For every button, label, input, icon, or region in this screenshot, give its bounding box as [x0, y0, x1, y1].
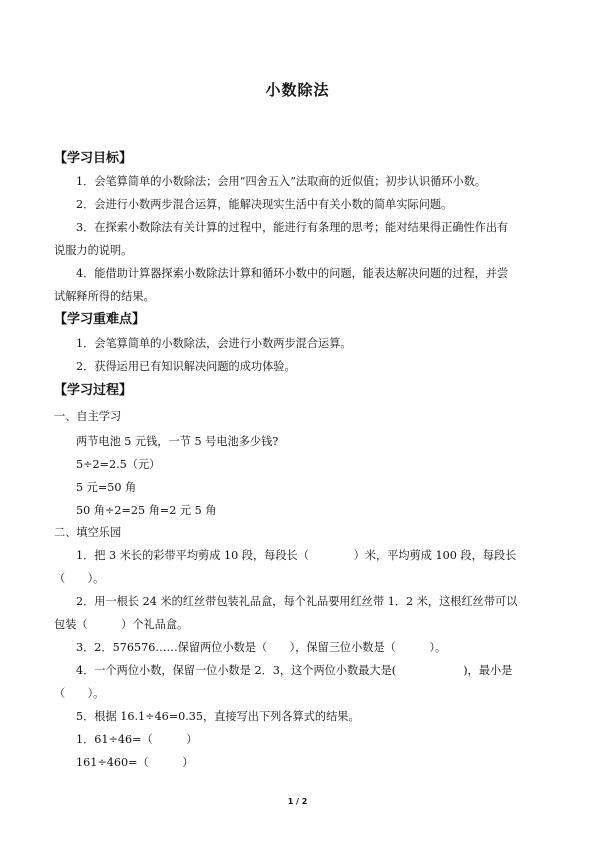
goal-item-3-cont: 说服力的说明。: [54, 244, 133, 257]
keypoint-item-1: 1．会笔算简单的小数除法，会进行小数两步混合运算。: [76, 337, 352, 350]
fill-blank-heading: 二、填空乐园: [54, 526, 122, 539]
self-study-line-2: 5÷2=2.5（元）: [76, 458, 161, 471]
goals-heading: 【学习目标】: [54, 151, 133, 166]
goal-item-4-cont: 试解释所得的结果。: [54, 290, 155, 303]
goal-item-1: 1．会笔算简单的小数除法；会用“四舍五入”法取商的近似值；初步认识循环小数。: [76, 175, 487, 188]
keypoints-heading: 【学习重难点】: [54, 312, 146, 327]
page-number: 1 / 2: [287, 797, 308, 806]
question-5-sub-1: 1．61÷46=（ ）: [76, 733, 198, 746]
self-study-line-1: 两节电池 5 元钱，一节 5 号电池多少钱?: [76, 435, 279, 448]
self-study-heading: 一、自主学习: [54, 410, 122, 423]
question-1-cont: （ ）。: [54, 572, 105, 585]
question-1: 1．把 3 米长的彩带平均剪成 10 段，每段长（ ）米，平均剪成 100 段，每段长: [76, 549, 517, 562]
question-3: 3．2．576576……保留两位小数是（ ），保留三位小数是（ ）。: [76, 641, 447, 654]
question-4: 4．一个两位小数，保留一位小数是 2．3，这个两位小数最大是( )，最小是: [76, 664, 513, 677]
page-title: 小数除法: [265, 81, 330, 99]
question-4-cont: （ ）。: [54, 687, 105, 700]
keypoint-item-2: 2．获得运用已有知识解决问题的成功体验。: [76, 360, 296, 373]
question-2-cont: 包装（ ）个礼品盒。: [54, 618, 189, 631]
goal-item-4: 4．能借助计算器探索小数除法计算和循环小数中的问题，能表达解决问题的过程，并尝: [76, 267, 509, 280]
process-heading: 【学习过程】: [54, 383, 133, 398]
self-study-line-4: 50 角÷2=25 角=2 元 5 角: [76, 504, 217, 517]
question-5-sub-2: 161÷460=（ ）: [76, 756, 194, 769]
goal-item-2: 2．会进行小数两步混合运算，能解决现实生活中有关小数的简单实际问题。: [76, 198, 453, 211]
goal-item-3: 3．在探索小数除法有关计算的过程中，能进行有条理的思考；能对结果得正确性作出有: [76, 221, 509, 234]
question-5: 5．根据 16.1÷46=0.35，直接写出下列各算式的结果。: [76, 710, 360, 723]
self-study-line-3: 5 元=50 角: [76, 481, 137, 494]
question-2: 2．用一根长 24 米的红丝带包装礼品盒，每个礼品要用红丝带 1．2 米，这根红丝带可以: [76, 595, 518, 608]
